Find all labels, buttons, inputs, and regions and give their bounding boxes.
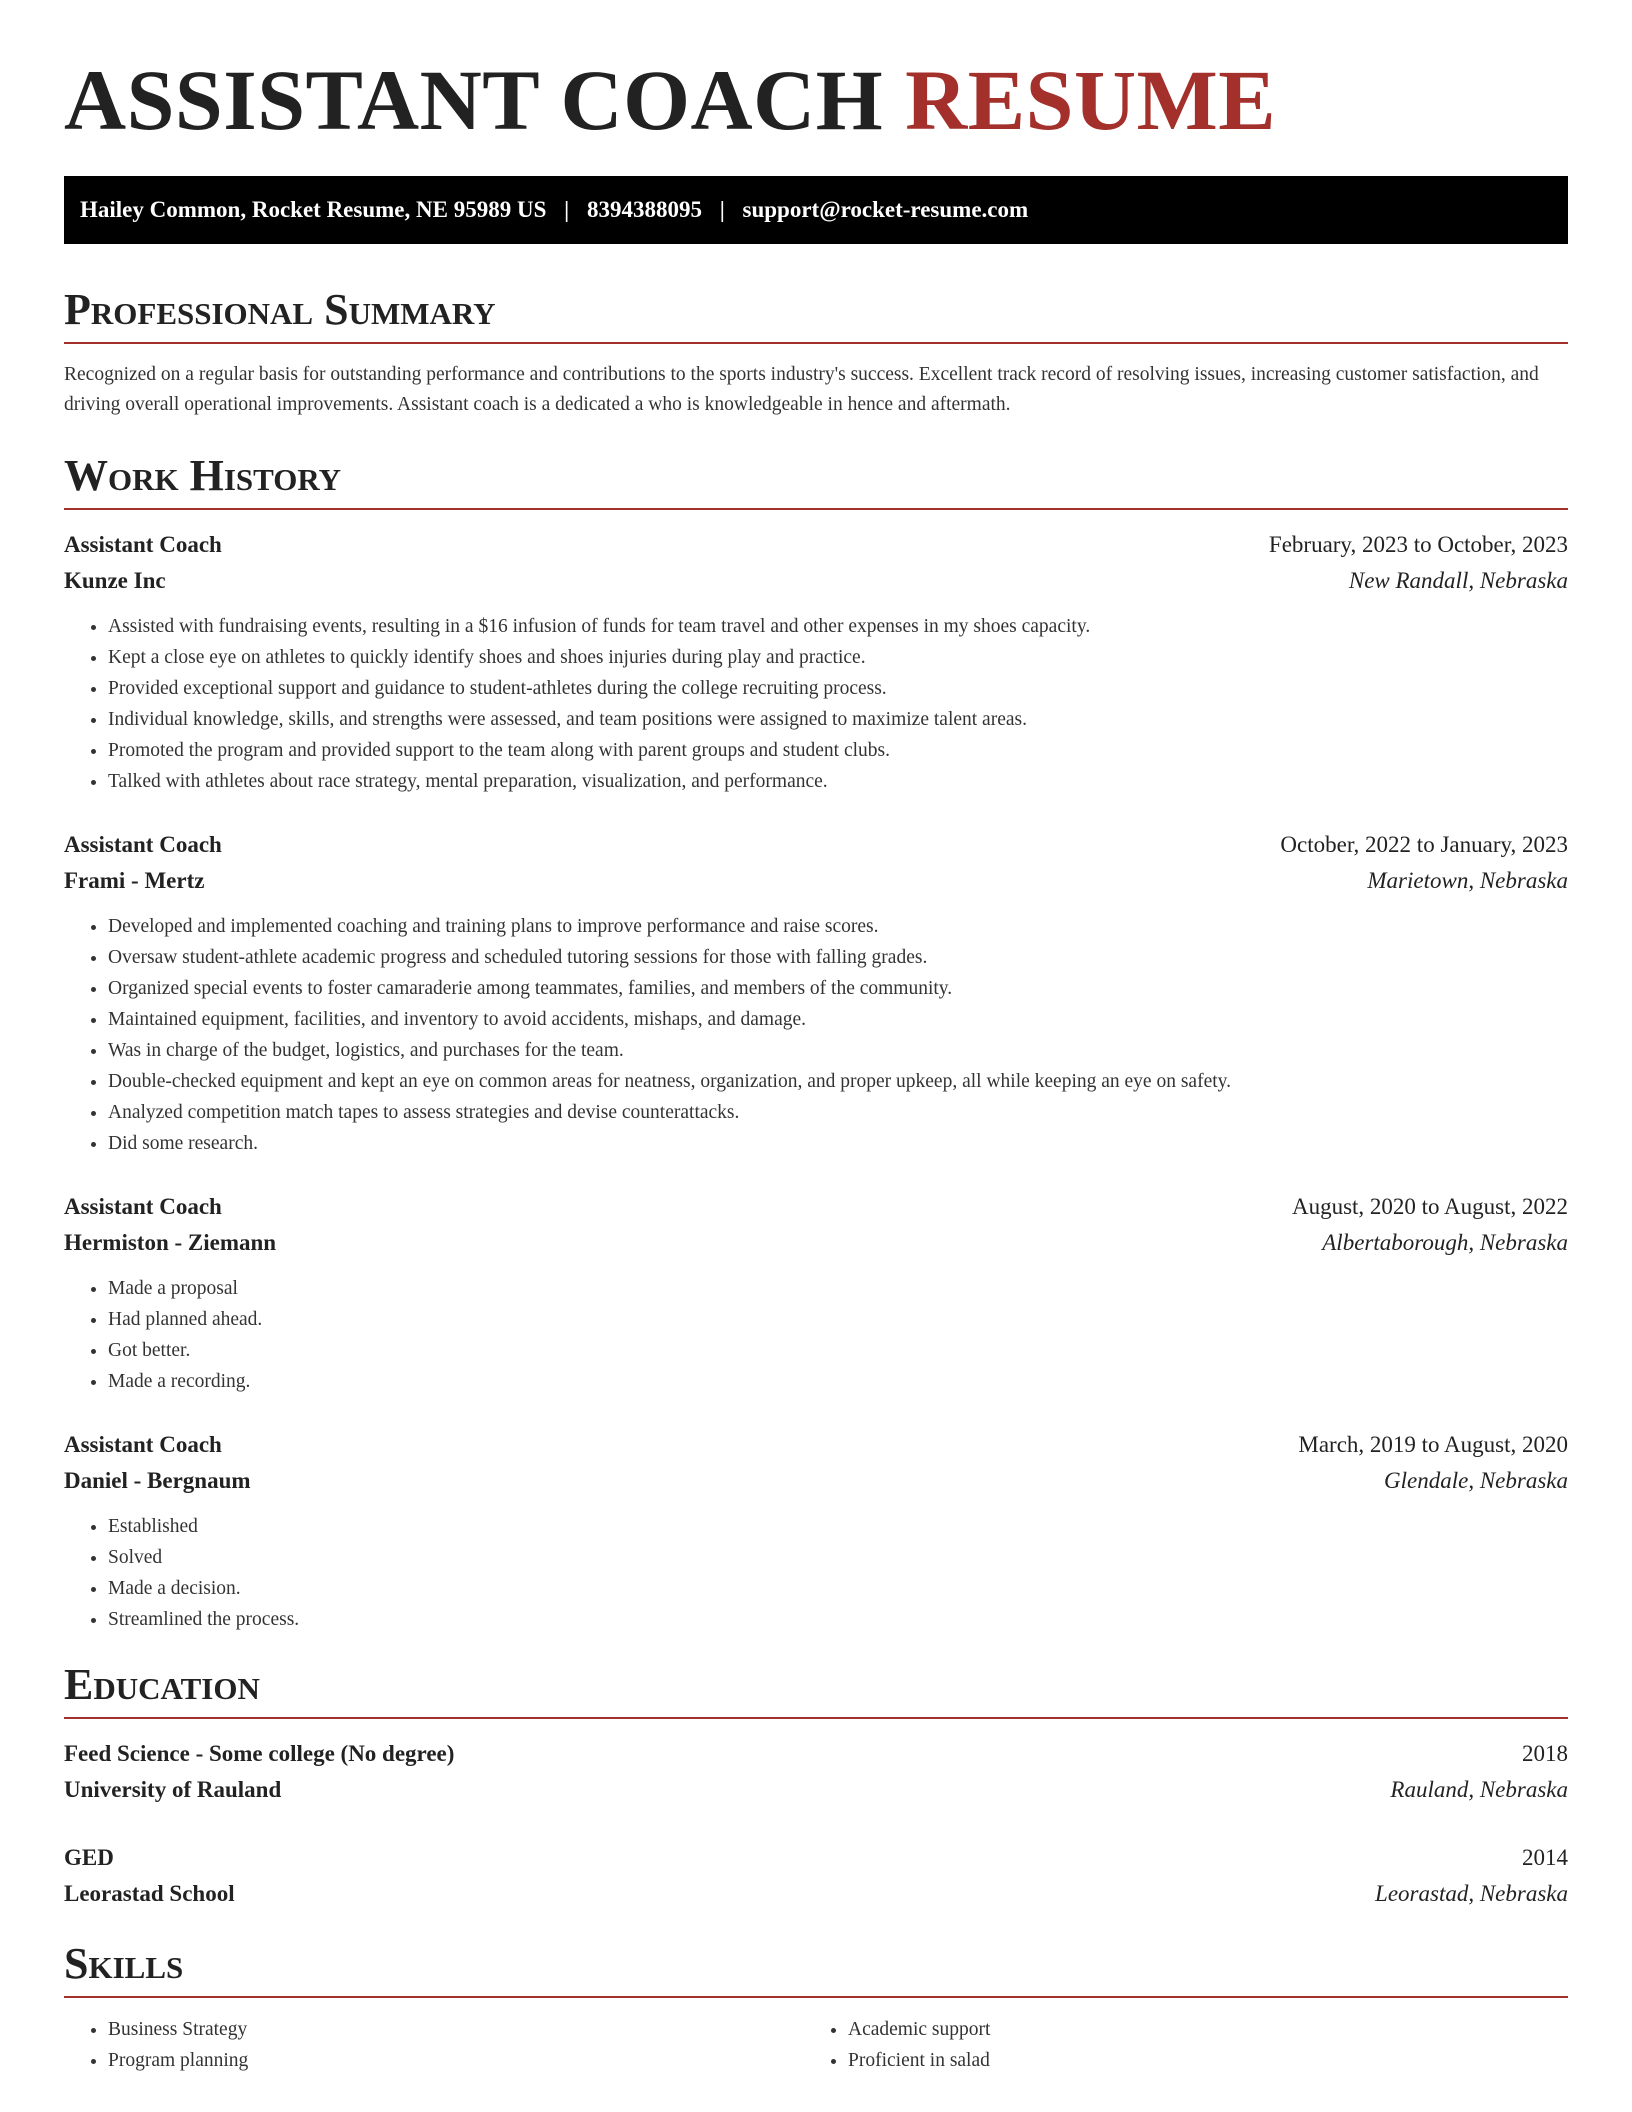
list-item: • Streamlined the process. xyxy=(108,1604,1568,1635)
education-entry xyxy=(64,1736,1568,1808)
education-year: 2018 xyxy=(1522,1741,1568,1766)
contact-separator: | xyxy=(564,197,570,222)
list-item: • Solved xyxy=(108,1542,1568,1573)
job-company: Hermiston - Ziemann xyxy=(64,1230,277,1255)
education-location: Leorastad, Nebraska xyxy=(1375,1881,1568,1906)
job-bullets xyxy=(64,611,1568,797)
job-header-row xyxy=(64,1189,1568,1225)
list-item: • Organized special events to foster camaraderie among teammates, families, and members of the community. xyxy=(108,973,1568,1004)
job-title: Assistant Coach xyxy=(64,1194,222,1219)
list-item: • Established xyxy=(108,1511,1568,1542)
job-title: Assistant Coach xyxy=(64,1432,222,1457)
list-item: • Was in charge of the budget, logistics, and purchases for the team. xyxy=(108,1035,1568,1066)
work-section xyxy=(64,450,1568,1635)
job-company: Frami - Mertz xyxy=(64,868,205,893)
resume-title xyxy=(64,0,1568,148)
skills-column-left xyxy=(64,2014,804,2076)
job-entry xyxy=(64,1427,1568,1635)
education-section xyxy=(64,1659,1568,1912)
education-school-row xyxy=(64,1876,1568,1912)
list-item: • Made a recording. xyxy=(108,1366,1568,1397)
list-item: • Academic support xyxy=(848,2014,1544,2045)
job-bullets xyxy=(64,911,1568,1159)
contact-separator: | xyxy=(719,197,725,222)
job-company-row xyxy=(64,1463,1568,1499)
resume-page xyxy=(64,0,1568,2076)
job-entry xyxy=(64,1189,1568,1397)
list-item: • Talked with athletes about race strategy, mental preparation, visualization, and performance. xyxy=(108,766,1568,797)
education-degree-row xyxy=(64,1736,1568,1772)
education-school: University of Rauland xyxy=(64,1777,282,1802)
list-item: • Made a proposal xyxy=(108,1273,1568,1304)
job-company: Daniel - Bergnaum xyxy=(64,1468,251,1493)
skills-list xyxy=(804,2014,1544,2076)
list-item: • Made a decision. xyxy=(108,1573,1568,1604)
skills-section xyxy=(64,1938,1568,2076)
summary-section xyxy=(64,284,1568,420)
job-bullets xyxy=(64,1273,1568,1397)
list-item: • Had planned ahead. xyxy=(108,1304,1568,1335)
list-item: • Did some research. xyxy=(108,1128,1568,1159)
contact-address: Hailey Common, Rocket Resume, NE 95989 US xyxy=(80,197,547,222)
skills-list xyxy=(64,2014,804,2076)
skills-grid xyxy=(64,2014,1568,2076)
list-item: • Maintained equipment, facilities, and inventory to avoid accidents, mishaps, and damage. xyxy=(108,1004,1568,1035)
title-accent: RESUME xyxy=(905,52,1277,148)
contact-phone: 8394388095 xyxy=(586,197,702,222)
list-item: • Oversaw student-athlete academic progress and scheduled tutoring sessions for those with falling grades. xyxy=(108,942,1568,973)
job-location: Marietown, Nebraska xyxy=(1367,868,1568,893)
list-item: • Proficient in salad xyxy=(848,2045,1544,2076)
list-item: • Individual knowledge, skills, and strengths were assessed, and team positions were assigned to maximize talent areas. xyxy=(108,704,1568,735)
education-school: Leorastad School xyxy=(64,1881,235,1906)
job-dates: October, 2022 to January, 2023 xyxy=(1280,832,1568,857)
list-item: • Got better. xyxy=(108,1335,1568,1366)
summary-heading: Professional Summary xyxy=(64,284,1568,344)
job-entry xyxy=(64,827,1568,1159)
job-company-row xyxy=(64,1225,1568,1261)
education-location: Rauland, Nebraska xyxy=(1390,1777,1568,1802)
list-item: • Assisted with fundraising events, resulting in a $16 infusion of funds for team travel and other expenses in my shoes capacity. xyxy=(108,611,1568,642)
job-bullets xyxy=(64,1511,1568,1635)
skills-heading: Skills xyxy=(64,1938,1568,1998)
job-title: Assistant Coach xyxy=(64,832,222,857)
list-item: • Promoted the program and provided support to the team along with parent groups and student clubs. xyxy=(108,735,1568,766)
skills-column-right xyxy=(804,2014,1544,2076)
list-item: • Developed and implemented coaching and training plans to improve performance and raise scores. xyxy=(108,911,1568,942)
education-year: 2014 xyxy=(1522,1845,1568,1870)
job-header-row xyxy=(64,827,1568,863)
title-main: ASSISTANT COACH xyxy=(64,52,884,148)
list-item: • Provided exceptional support and guidance to student-athletes during the college recruiting process. xyxy=(108,673,1568,704)
job-dates: August, 2020 to August, 2022 xyxy=(1291,1194,1568,1219)
summary-text: Recognized on a regular basis for outstanding performance and contributions to the sports industry's success. Excellent track record of resolving issues, increasing customer satisfaction, and driving overall operational improvements. Assistant coach is a dedicated a who is knowledgeable in hence and aftermath. xyxy=(64,364,1539,415)
contact-email: support@rocket-resume.com xyxy=(742,197,1029,222)
job-entry xyxy=(64,527,1568,797)
work-heading: Work History xyxy=(64,450,1568,510)
job-company: Kunze Inc xyxy=(64,568,166,593)
list-item: • Kept a close eye on athletes to quickly identify shoes and shoes injuries during play and practice. xyxy=(108,642,1568,673)
job-location: Glendale, Nebraska xyxy=(1384,1468,1568,1493)
job-title: Assistant Coach xyxy=(64,532,222,557)
education-degree-row xyxy=(64,1840,1568,1876)
job-company-row xyxy=(64,563,1568,599)
job-dates: February, 2023 to October, 2023 xyxy=(1268,532,1568,557)
education-degree: GED xyxy=(64,1845,114,1870)
list-item: • Program planning xyxy=(108,2045,804,2076)
education-heading: Education xyxy=(64,1659,1568,1719)
list-item: • Double-checked equipment and kept an eye on common areas for neatness, organization, and proper upkeep, all while keeping an eye on safety. xyxy=(108,1066,1568,1097)
education-degree: Feed Science - Some college (No degree) xyxy=(64,1741,455,1766)
list-item: • Business Strategy xyxy=(108,2014,804,2045)
education-school-row xyxy=(64,1772,1568,1808)
job-location: Albertaborough, Nebraska xyxy=(1322,1230,1568,1255)
job-company-row xyxy=(64,863,1568,899)
job-location: New Randall, Nebraska xyxy=(1348,568,1568,593)
education-entry xyxy=(64,1840,1568,1912)
job-header-row xyxy=(64,527,1568,563)
contact-bar xyxy=(64,176,1568,244)
list-item: • Analyzed competition match tapes to assess strategies and devise counterattacks. xyxy=(108,1097,1568,1128)
job-header-row xyxy=(64,1427,1568,1463)
job-dates: March, 2019 to August, 2020 xyxy=(1298,1432,1568,1457)
